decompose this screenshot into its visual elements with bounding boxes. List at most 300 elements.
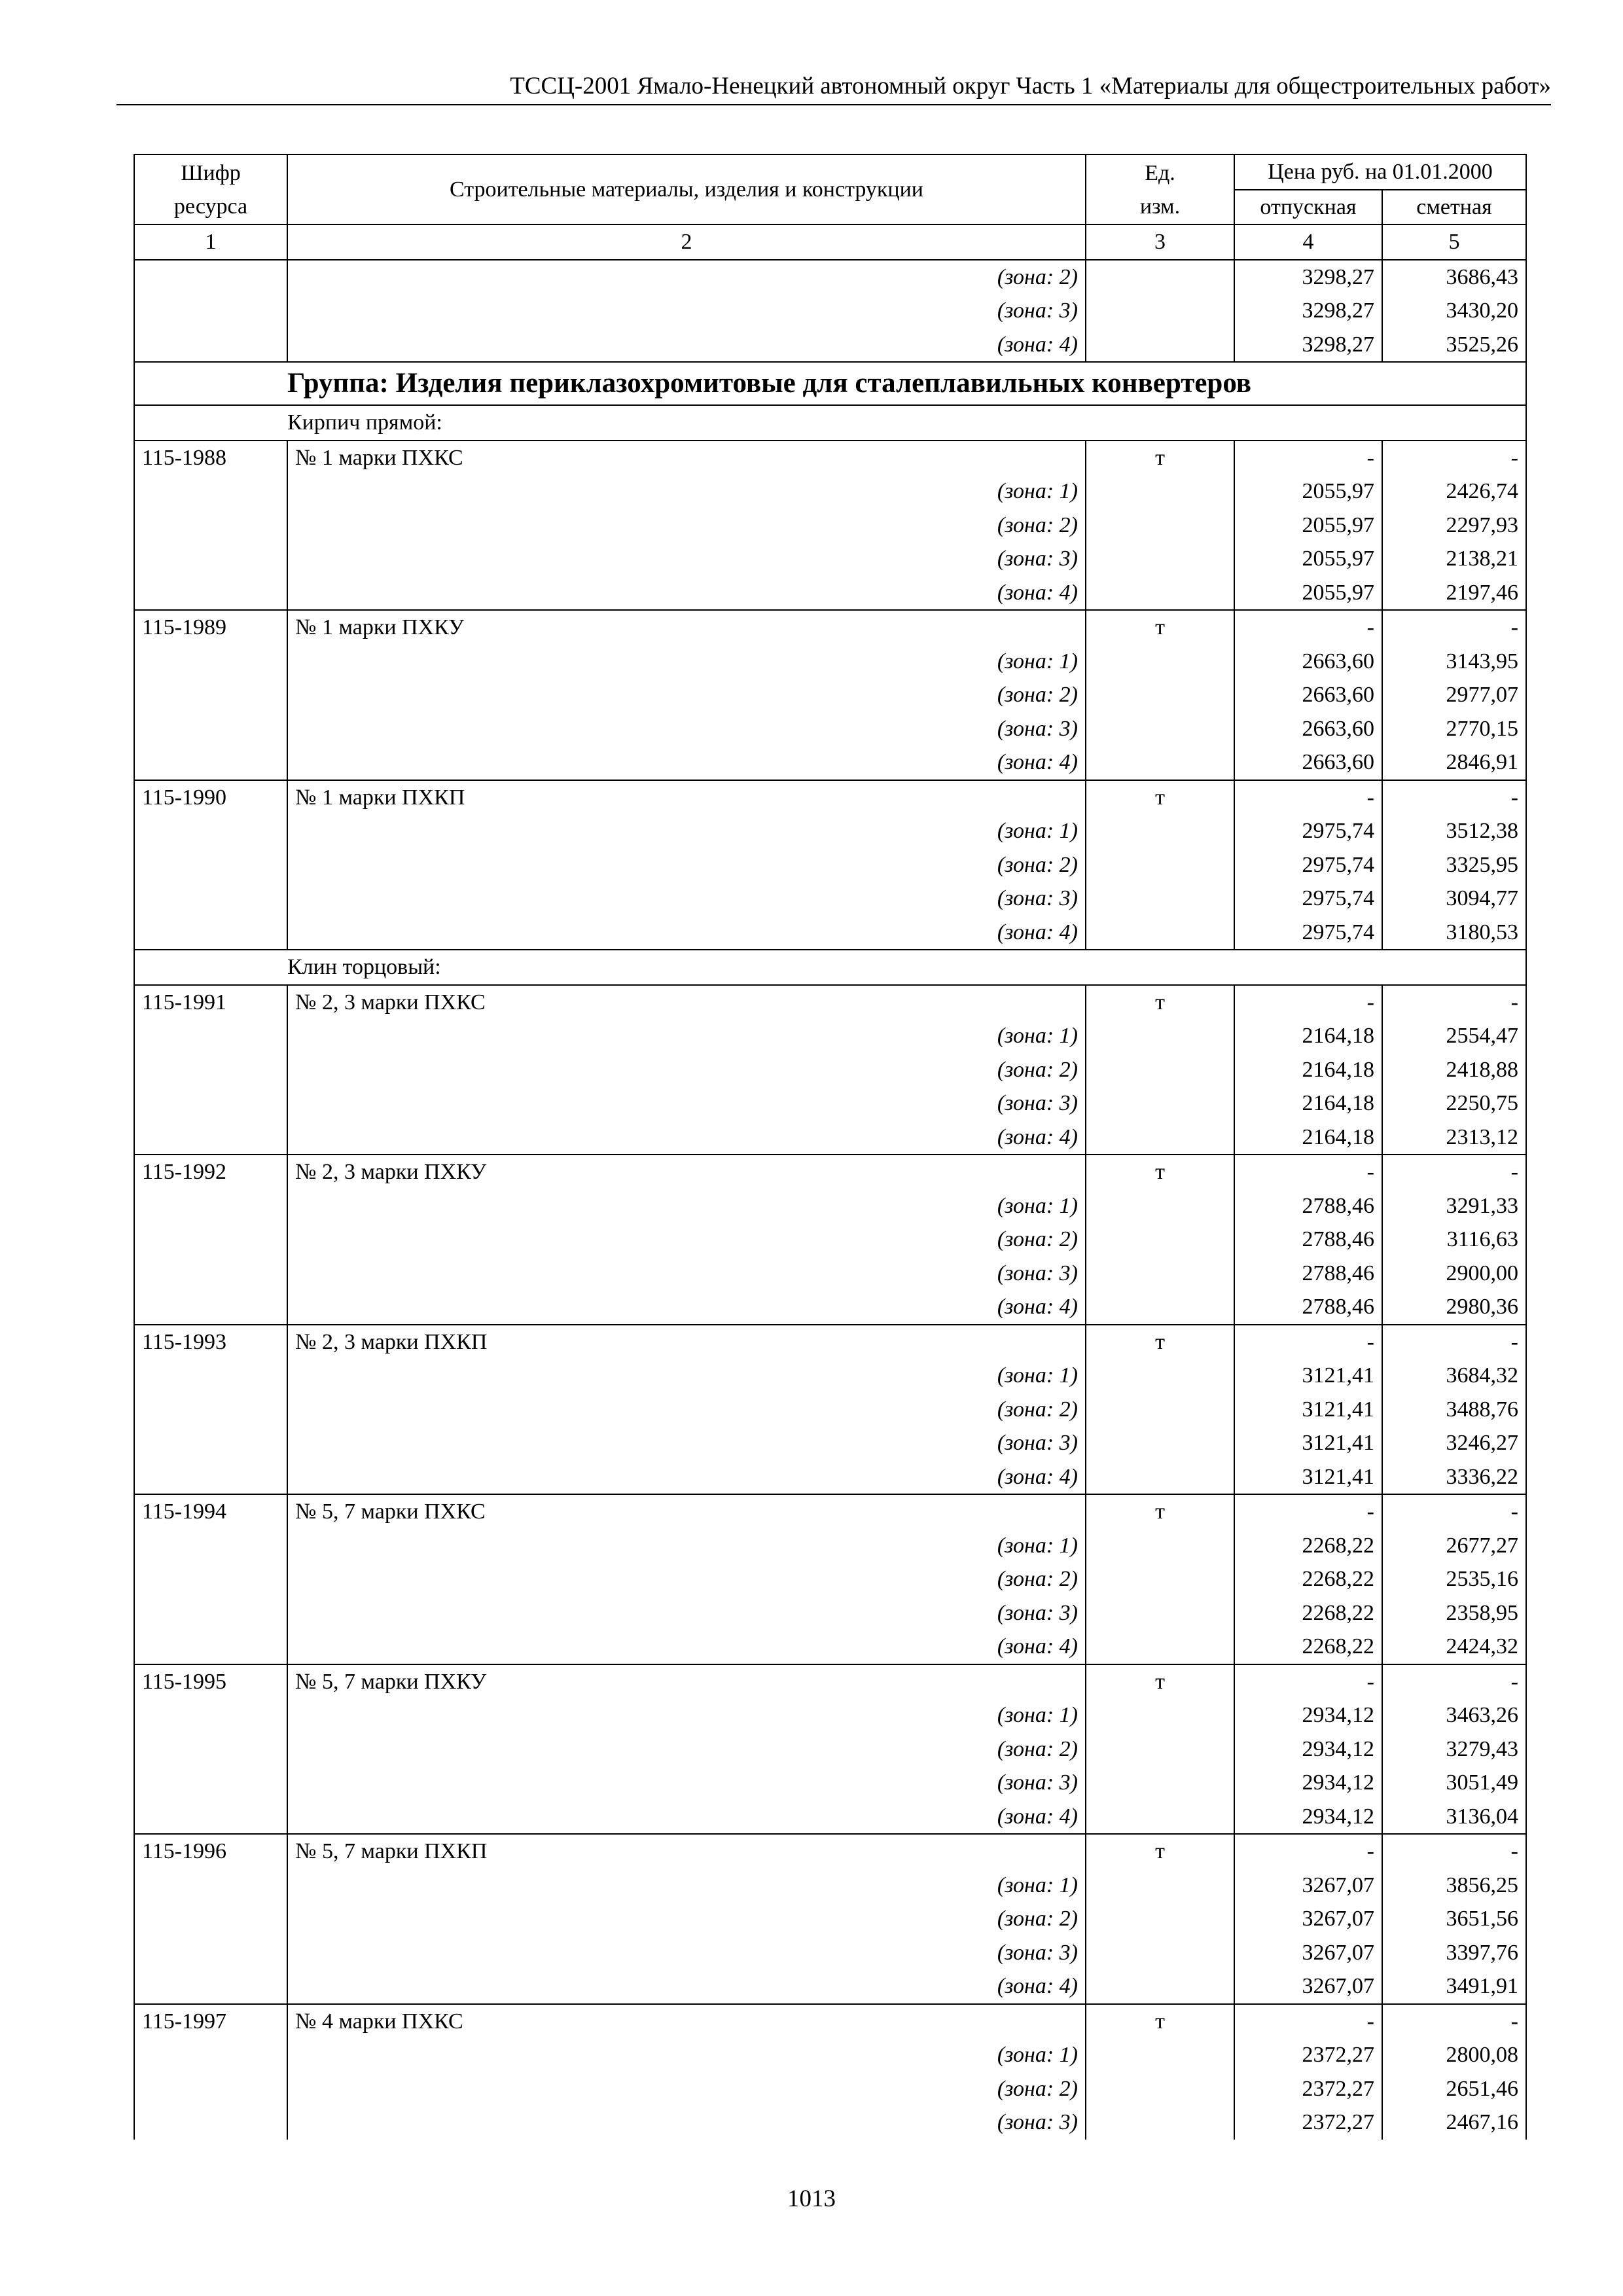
unit-cell (1086, 882, 1234, 916)
price-release: 3298,27 (1234, 328, 1382, 363)
resource-code: 115-1989 (134, 610, 287, 645)
header-price-group: Цена руб. на 01.01.2000 (1234, 154, 1526, 190)
price-release: 2164,18 (1234, 1019, 1382, 1053)
price-release: 3121,41 (1234, 1460, 1382, 1495)
zone-row (134, 1698, 1526, 1732)
unit-cell: т (1086, 440, 1234, 475)
resource-code (134, 745, 287, 780)
header-code: Шифр ресурса (134, 154, 287, 224)
price-estimate: - (1382, 1834, 1526, 1869)
zone-label: (зона: 1) (287, 1698, 1086, 1732)
resource-code (134, 1086, 287, 1121)
table-header-row (134, 154, 1526, 190)
zone-row (134, 712, 1526, 746)
zone-row (134, 1053, 1526, 1087)
resource-code: 115-1990 (134, 780, 287, 815)
resource-code (134, 678, 287, 712)
column-number: 5 (1382, 224, 1526, 260)
price-estimate: 3684,32 (1382, 1359, 1526, 1393)
price-estimate: 3488,76 (1382, 1393, 1526, 1427)
price-release: 3267,07 (1234, 1869, 1382, 1903)
unit-cell (1086, 1562, 1234, 1596)
zone-row (134, 814, 1526, 848)
price-estimate: 3651,56 (1382, 1902, 1526, 1936)
price-release: 2788,46 (1234, 1223, 1382, 1257)
item-row (134, 1325, 1526, 1359)
zone-row (134, 2072, 1526, 2106)
zone-row (134, 509, 1526, 543)
resource-code (134, 1766, 287, 1800)
zone-label: (зона: 1) (287, 475, 1086, 509)
resource-code (134, 1800, 287, 1835)
zone-label: (зона: 3) (287, 2106, 1086, 2140)
zone-row (134, 2038, 1526, 2072)
price-estimate: 3291,33 (1382, 1189, 1526, 1223)
price-estimate: 3856,25 (1382, 1869, 1526, 1903)
price-release: 2055,97 (1234, 576, 1382, 611)
resource-code (134, 2038, 287, 2072)
material-name: № 5, 7 марки ПХКС (287, 1494, 1086, 1529)
zone-row (134, 916, 1526, 950)
zone-label: (зона: 2) (287, 1223, 1086, 1257)
price-estimate: 3686,43 (1382, 260, 1526, 295)
price-estimate: 3143,95 (1382, 645, 1526, 679)
header-price-release: отпускная (1234, 190, 1382, 225)
resource-code (134, 848, 287, 882)
zone-row (134, 645, 1526, 679)
zone-label: (зона: 2) (287, 1732, 1086, 1767)
price-estimate: 3430,20 (1382, 294, 1526, 328)
unit-cell: т (1086, 1834, 1234, 1869)
price-estimate: 2358,95 (1382, 1596, 1526, 1630)
item-row (134, 1494, 1526, 1529)
price-release: 2975,74 (1234, 916, 1382, 950)
price-estimate: 2977,07 (1382, 678, 1526, 712)
price-release: 2663,60 (1234, 678, 1382, 712)
price-release: 2268,22 (1234, 1596, 1382, 1630)
price-estimate: - (1382, 1155, 1526, 1189)
zone-label: (зона: 2) (287, 2072, 1086, 2106)
zone-label: (зона: 4) (287, 916, 1086, 950)
unit-cell (1086, 1800, 1234, 1835)
zone-label: (зона: 4) (287, 576, 1086, 611)
price-release: 2663,60 (1234, 712, 1382, 746)
zone-label: (зона: 2) (287, 1393, 1086, 1427)
material-name: № 1 марки ПХКП (287, 780, 1086, 815)
zone-label: (зона: 2) (287, 1053, 1086, 1087)
price-release: 2788,46 (1234, 1189, 1382, 1223)
zone-label: (зона: 4) (287, 1121, 1086, 1155)
price-release: - (1234, 1494, 1382, 1529)
unit-cell (1086, 1359, 1234, 1393)
resource-code (134, 1936, 287, 1970)
zone-label: (зона: 2) (287, 509, 1086, 543)
zone-label: (зона: 1) (287, 814, 1086, 848)
price-estimate: - (1382, 1494, 1526, 1529)
zone-label: (зона: 3) (287, 1257, 1086, 1291)
price-estimate: - (1382, 2004, 1526, 2039)
zone-row (134, 1460, 1526, 1495)
zone-label: (зона: 3) (287, 1596, 1086, 1630)
zone-row (134, 678, 1526, 712)
zone-row (134, 1936, 1526, 1970)
price-estimate: 2424,32 (1382, 1630, 1526, 1664)
unit-cell (1086, 1053, 1234, 1087)
zone-row (134, 1800, 1526, 1835)
zone-row (134, 1290, 1526, 1325)
price-estimate: 3491,91 (1382, 1969, 1526, 2004)
price-release: 2372,27 (1234, 2072, 1382, 2106)
unit-cell (1086, 2106, 1234, 2140)
price-estimate: 2900,00 (1382, 1257, 1526, 1291)
price-release: 3121,41 (1234, 1393, 1382, 1427)
unit-cell (1086, 1596, 1234, 1630)
unit-cell (1086, 2038, 1234, 2072)
unit-cell (1086, 1460, 1234, 1495)
price-release: - (1234, 1325, 1382, 1359)
price-release: - (1234, 610, 1382, 645)
column-number: 2 (287, 224, 1086, 260)
column-number: 3 (1086, 224, 1234, 260)
resource-code (134, 712, 287, 746)
price-release: 2934,12 (1234, 1800, 1382, 1835)
price-release: 2663,60 (1234, 645, 1382, 679)
material-name: № 1 марки ПХКУ (287, 610, 1086, 645)
zone-label: (зона: 1) (287, 1529, 1086, 1563)
price-release: 2975,74 (1234, 882, 1382, 916)
resource-code: 115-1996 (134, 1834, 287, 1869)
price-release: - (1234, 2004, 1382, 2039)
price-estimate: 2313,12 (1382, 1121, 1526, 1155)
resource-code: 115-1988 (134, 440, 287, 475)
price-estimate: 3325,95 (1382, 848, 1526, 882)
price-estimate: 2138,21 (1382, 542, 1526, 576)
price-estimate: 2418,88 (1382, 1053, 1526, 1087)
price-release: 2372,27 (1234, 2106, 1382, 2140)
unit-cell (1086, 328, 1234, 363)
resource-code: 115-1994 (134, 1494, 287, 1529)
item-row (134, 1834, 1526, 1869)
unit-cell (1086, 1019, 1234, 1053)
zone-row (134, 1426, 1526, 1460)
unit-cell (1086, 1630, 1234, 1664)
price-estimate: 2846,91 (1382, 745, 1526, 780)
resource-code (134, 328, 287, 363)
resource-code (134, 1189, 287, 1223)
resource-code (134, 645, 287, 679)
unit-cell (1086, 1869, 1234, 1903)
zone-label: (зона: 2) (287, 1902, 1086, 1936)
price-release: 2164,18 (1234, 1121, 1382, 1155)
price-release: 2164,18 (1234, 1053, 1382, 1087)
unit-cell (1086, 2072, 1234, 2106)
resource-code (134, 1732, 287, 1767)
unit-cell: т (1086, 1325, 1234, 1359)
resource-code (134, 509, 287, 543)
price-release: - (1234, 1155, 1382, 1189)
price-estimate: 2554,47 (1382, 1019, 1526, 1053)
price-estimate: 2197,46 (1382, 576, 1526, 611)
material-name: № 5, 7 марки ПХКУ (287, 1664, 1086, 1699)
price-estimate: 2677,27 (1382, 1529, 1526, 1563)
unit-cell (1086, 1121, 1234, 1155)
unit-cell (1086, 509, 1234, 543)
zone-label: (зона: 1) (287, 1019, 1086, 1053)
price-release: - (1234, 1834, 1382, 1869)
material-name: № 5, 7 марки ПХКП (287, 1834, 1086, 1869)
subgroup-row (134, 950, 1526, 985)
unit-cell: т (1086, 1155, 1234, 1189)
price-release: 3267,07 (1234, 1902, 1382, 1936)
subgroup-title: Клин торцовый: (134, 950, 1526, 985)
price-release: 3298,27 (1234, 260, 1382, 295)
zone-row (134, 1529, 1526, 1563)
item-row (134, 440, 1526, 475)
price-release: 2934,12 (1234, 1698, 1382, 1732)
unit-cell (1086, 745, 1234, 780)
resource-code (134, 1869, 287, 1903)
resource-code (134, 1698, 287, 1732)
zone-label: (зона: 3) (287, 882, 1086, 916)
unit-cell: т (1086, 780, 1234, 815)
zone-label: (зона: 1) (287, 2038, 1086, 2072)
item-row (134, 2004, 1526, 2039)
price-estimate: 3463,26 (1382, 1698, 1526, 1732)
price-estimate: 3116,63 (1382, 1223, 1526, 1257)
zone-row (134, 1969, 1526, 2004)
resource-code (134, 882, 287, 916)
resource-code (134, 475, 287, 509)
resource-code (134, 1562, 287, 1596)
price-release: 3121,41 (1234, 1426, 1382, 1460)
header-name: Строительные материалы, изделия и конструкции (287, 154, 1086, 224)
material-name: № 1 марки ПХКС (287, 440, 1086, 475)
unit-cell (1086, 1257, 1234, 1291)
price-release: 2663,60 (1234, 745, 1382, 780)
unit-cell (1086, 916, 1234, 950)
unit-cell (1086, 1223, 1234, 1257)
price-release: 3298,27 (1234, 294, 1382, 328)
zone-label: (зона: 2) (287, 678, 1086, 712)
price-estimate: - (1382, 780, 1526, 815)
resource-code (134, 1223, 287, 1257)
price-estimate: 2250,75 (1382, 1086, 1526, 1121)
price-estimate: 3525,26 (1382, 328, 1526, 363)
zone-label: (зона: 2) (287, 1562, 1086, 1596)
price-release: - (1234, 985, 1382, 1020)
zone-label: (зона: 3) (287, 1936, 1086, 1970)
price-release: 3267,07 (1234, 1969, 1382, 2004)
zone-row (134, 542, 1526, 576)
price-estimate: 3180,53 (1382, 916, 1526, 950)
unit-cell (1086, 1698, 1234, 1732)
unit-cell (1086, 1426, 1234, 1460)
zone-label: (зона: 1) (287, 645, 1086, 679)
price-estimate: 3336,22 (1382, 1460, 1526, 1495)
price-release: 2055,97 (1234, 475, 1382, 509)
zone-row (134, 882, 1526, 916)
price-release: 2934,12 (1234, 1732, 1382, 1767)
zone-row (134, 1189, 1526, 1223)
resource-code (134, 576, 287, 611)
zone-label: (зона: 1) (287, 1869, 1086, 1903)
price-estimate: 3094,77 (1382, 882, 1526, 916)
unit-cell (1086, 1969, 1234, 2004)
zone-row (134, 745, 1526, 780)
price-estimate: 3051,49 (1382, 1766, 1526, 1800)
resource-code (134, 1596, 287, 1630)
zone-row (134, 328, 1526, 363)
resource-code (134, 1902, 287, 1936)
zone-row (134, 260, 1526, 295)
resource-code: 115-1997 (134, 2004, 287, 2039)
zone-row (134, 1393, 1526, 1427)
resource-code (134, 1290, 287, 1325)
resource-code (134, 1426, 287, 1460)
price-release: 2055,97 (1234, 542, 1382, 576)
unit-cell (1086, 1766, 1234, 1800)
price-estimate: 3136,04 (1382, 1800, 1526, 1835)
price-estimate: 3512,38 (1382, 814, 1526, 848)
header-unit: Ед. изм. (1086, 154, 1234, 224)
resource-code (134, 2106, 287, 2140)
price-estimate: - (1382, 1664, 1526, 1699)
unit-cell (1086, 814, 1234, 848)
price-table (134, 154, 1527, 2140)
price-estimate: 2770,15 (1382, 712, 1526, 746)
material-name: № 2, 3 марки ПХКУ (287, 1155, 1086, 1189)
price-release: 2788,46 (1234, 1257, 1382, 1291)
zone-row (134, 1019, 1526, 1053)
group-title: Группа: Изделия периклазохромитовые для сталеплавильных конвертеров (134, 362, 1526, 405)
material-name: № 2, 3 марки ПХКС (287, 985, 1086, 1020)
price-estimate: - (1382, 610, 1526, 645)
zone-row (134, 1562, 1526, 1596)
resource-code (134, 916, 287, 950)
unit-cell (1086, 1936, 1234, 1970)
unit-cell: т (1086, 1494, 1234, 1529)
item-row (134, 1664, 1526, 1699)
price-estimate: - (1382, 985, 1526, 1020)
zone-row (134, 576, 1526, 611)
zone-row (134, 848, 1526, 882)
unit-cell: т (1086, 2004, 1234, 2039)
resource-code: 115-1995 (134, 1664, 287, 1699)
table-body (134, 260, 1526, 2140)
price-release: - (1234, 1664, 1382, 1699)
unit-cell (1086, 678, 1234, 712)
price-release: 2975,74 (1234, 848, 1382, 882)
price-estimate: 2651,46 (1382, 2072, 1526, 2106)
price-estimate: 2467,16 (1382, 2106, 1526, 2140)
page-number: 1013 (787, 2185, 836, 2212)
item-row (134, 610, 1526, 645)
zone-label: (зона: 4) (287, 1290, 1086, 1325)
price-estimate: - (1382, 1325, 1526, 1359)
price-estimate: 2980,36 (1382, 1290, 1526, 1325)
resource-code: 115-1992 (134, 1155, 287, 1189)
zone-label: (зона: 3) (287, 1426, 1086, 1460)
zone-label: (зона: 3) (287, 1766, 1086, 1800)
item-row (134, 985, 1526, 1020)
price-release: 3121,41 (1234, 1359, 1382, 1393)
zone-row (134, 1257, 1526, 1291)
zone-row (134, 475, 1526, 509)
resource-code (134, 1529, 287, 1563)
zone-row (134, 1630, 1526, 1664)
unit-cell: т (1086, 610, 1234, 645)
subgroup-title: Кирпич прямой: (134, 405, 1526, 440)
resource-code: 115-1991 (134, 985, 287, 1020)
unit-cell (1086, 1393, 1234, 1427)
zone-label: (зона: 2) (287, 848, 1086, 882)
zone-label: (зона: 3) (287, 712, 1086, 746)
unit-cell (1086, 576, 1234, 611)
resource-code (134, 1121, 287, 1155)
item-row (134, 780, 1526, 815)
column-number-row (134, 224, 1526, 260)
resource-code (134, 1359, 287, 1393)
resource-code (134, 1019, 287, 1053)
resource-code (134, 1053, 287, 1087)
subgroup-row (134, 405, 1526, 440)
unit-cell: т (1086, 1664, 1234, 1699)
column-number: 4 (1234, 224, 1382, 260)
unit-cell (1086, 294, 1234, 328)
price-release: - (1234, 440, 1382, 475)
price-estimate: 2535,16 (1382, 1562, 1526, 1596)
zone-label: (зона: 4) (287, 1969, 1086, 2004)
resource-code (134, 1630, 287, 1664)
zone-label: (зона: 4) (287, 328, 1086, 363)
resource-code (134, 2072, 287, 2106)
zone-label: (зона: 1) (287, 1359, 1086, 1393)
unit-cell (1086, 1086, 1234, 1121)
price-release: 2975,74 (1234, 814, 1382, 848)
zone-row (134, 1596, 1526, 1630)
price-release: 2934,12 (1234, 1766, 1382, 1800)
unit-cell (1086, 712, 1234, 746)
zone-label: (зона: 4) (287, 1630, 1086, 1664)
zone-row (134, 1869, 1526, 1903)
unit-cell (1086, 542, 1234, 576)
zone-label: (зона: 4) (287, 1800, 1086, 1835)
zone-row (134, 1121, 1526, 1155)
price-estimate: 2426,74 (1382, 475, 1526, 509)
price-release: 2372,27 (1234, 2038, 1382, 2072)
zone-row (134, 1732, 1526, 1767)
price-release: 2788,46 (1234, 1290, 1382, 1325)
material-name: № 4 марки ПХКС (287, 2004, 1086, 2039)
price-release: 2268,22 (1234, 1529, 1382, 1563)
zone-label: (зона: 4) (287, 745, 1086, 780)
zone-label: (зона: 3) (287, 294, 1086, 328)
zone-label: (зона: 1) (287, 1189, 1086, 1223)
unit-cell (1086, 848, 1234, 882)
unit-cell (1086, 1732, 1234, 1767)
resource-code (134, 1257, 287, 1291)
zone-label: (зона: 4) (287, 1460, 1086, 1495)
price-estimate: 3397,76 (1382, 1936, 1526, 1970)
unit-cell (1086, 1902, 1234, 1936)
resource-code (134, 260, 287, 295)
price-release: 2268,22 (1234, 1562, 1382, 1596)
unit-cell (1086, 475, 1234, 509)
zone-row (134, 294, 1526, 328)
price-release: 2164,18 (1234, 1086, 1382, 1121)
header-price-estimate: сметная (1382, 190, 1526, 225)
resource-code (134, 1393, 287, 1427)
